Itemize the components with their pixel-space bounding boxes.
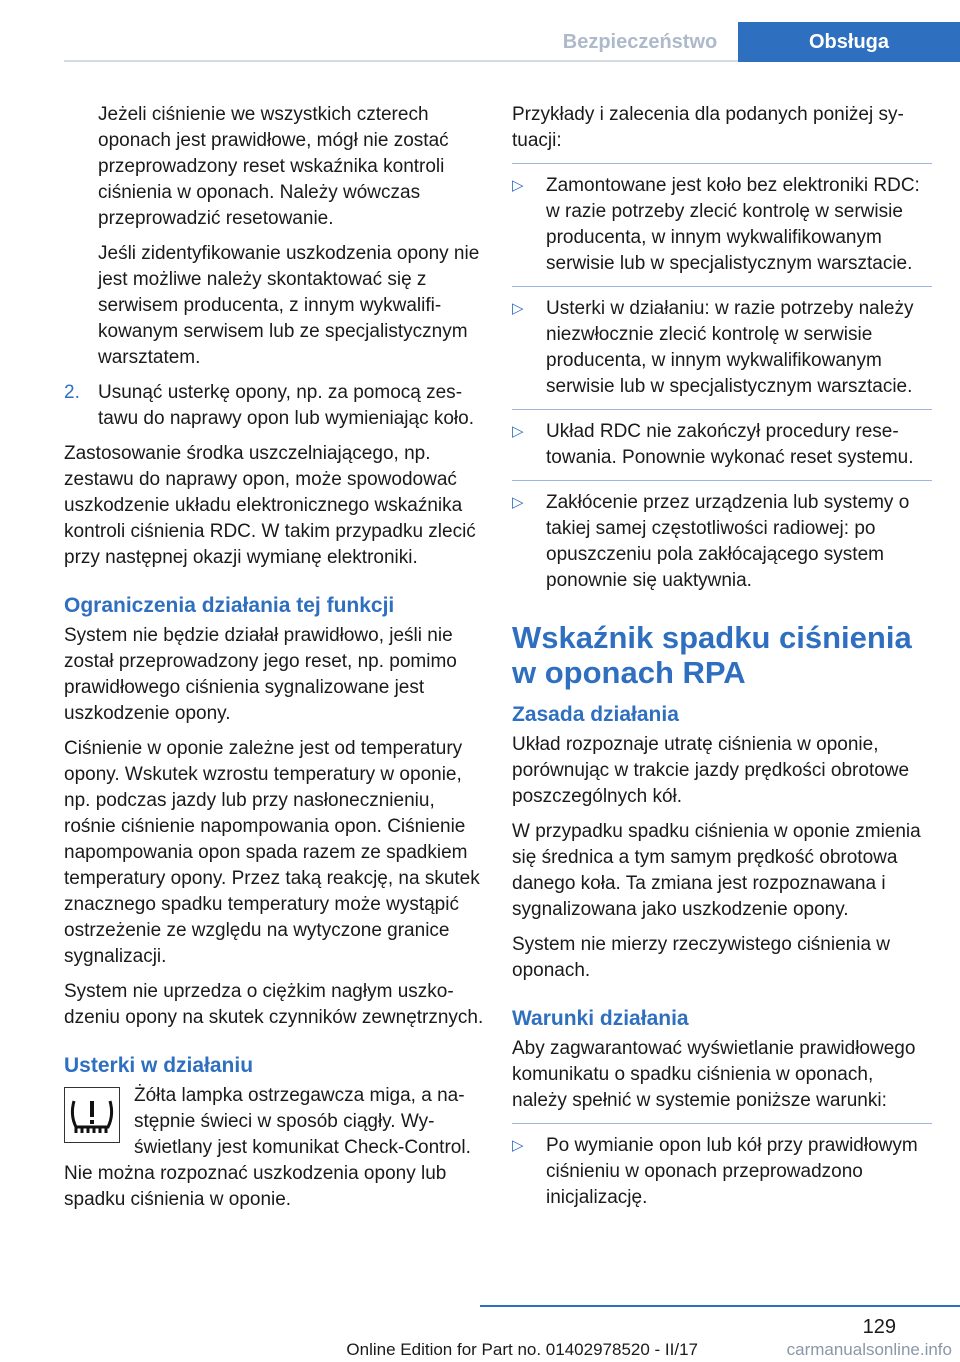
list-item [512,419,932,471]
paragraph: System nie mierzy rzeczywistego ciśnienia w oponach. [512,934,891,981]
section-heading-principle: Zasada działania [512,703,679,726]
section-heading-conditions: Warunki działania [512,1007,689,1030]
divider [512,480,932,481]
triangle-bullet-icon: ▷ [512,494,524,511]
right-column [512,102,932,1220]
warning-block [64,1083,484,1213]
paragraph: W przypadku spadku ciśnienia w oponie zmienia się średnica a tym samym prędkość obrotowa danego koła. Ta zmiana jest rozpoznawana i sygnalizowana jako uszkodzenie opony. [512,821,921,920]
triangle-bullet-icon: ▷ [512,1137,524,1154]
divider [512,1123,932,1124]
list-item-text: Usterki w działaniu: w razie potrzeby należy niezwłocznie zlecić kontrolę w serwisie producenta, w innym wykwalifikowanym serwisie lub w specjalistycznym warsztacie. [546,298,914,397]
list-item [512,490,932,594]
divider [512,286,932,287]
paragraph: Układ rozpoznaje utratę ciśnienia w oponie, porównując w trakcie jazdy prędkości obrotowe poszczególnych kół. [512,734,910,807]
step-text: Usunąć usterkę opony, np. za pomocą zestawu do naprawy opon lub wymieniając koło. [98,382,474,429]
step-2 [64,380,484,432]
paragraph: Ciśnienie w oponie zależne jest od temperatury opony. Wskutek wzrostu temperatury w oponie, np. podczas jazdy lub przy nasłonecznieniu, rośnie ciśnienie napompowania opon. Ciśnienie napompowania opon spada razem ze spadkiem temperatury opony. Przez taką reakcję, na skutek znacznego spadku temperatury może wystąpić ostrzeżenie ze względu na wytyczone granice sygnalizacji. [64,738,480,967]
paragraph: Jeśli zidentyfikowanie uszkodzenia opony nie jest możliwe należy skontaktować się z serwisem producenta, z innym wykwalifikowanym serwisem lub ze specjalistycznym warsztatem. [98,243,480,368]
triangle-bullet-icon: ▷ [512,177,524,194]
left-column [64,102,484,1222]
chapter-heading-rpa: Wskaźnik spadku ciśnienia w oponach RPA [512,620,912,690]
triangle-bullet-icon: ▷ [512,423,524,440]
paragraph: Zastosowanie środka uszczelniającego, np. zestawu do naprawy opon, może spowodować uszkodzenie układu elektronicznego wskaźnika kontroli ciśnienia RDC. W takim przypadku zlecić przy następnej okazji wymianę elektroniki. [64,443,476,568]
list-item [512,173,932,277]
section-heading-limits: Ograniczenia działania tej funkcji [64,594,395,617]
divider [512,163,932,164]
list-item-text: Zamontowane jest koło bez elektroniki RDC: w razie potrzeby zlecić kontrolę w serwisie producenta, w innym wykwalifikowanym serwisie lub w specjalistycznym warsztacie. [546,175,920,274]
footer-rule [480,1305,960,1307]
tire-pressure-warning-icon [64,1087,120,1143]
tab-safety[interactable]: Bezpieczeństwo [562,31,718,53]
list-item-text: Zakłócenie przez urządzenia lub systemy o takiej samej częstotliwości radiowej: po opuszczeniu pola zakłócającego system ponownie się uaktywnia. [546,492,910,591]
paragraph: System nie będzie działał prawidłowo, jeśli nie został przeprowadzony jego reset, np. pomimo prawidłowego ciśnienia sygnalizowane jest uszkodzenie opony. [64,625,457,724]
step-number: 2. [64,382,80,403]
edition-note: Online Edition for Part no. 01402978520 - II/17 [346,1340,698,1359]
watermark: carmanualsonline.info [786,1340,952,1359]
list-item-text: Po wymianie opon lub kół przy prawidłowym ciśnieniu w oponach przeprowadzono inicjalizację. [546,1135,918,1208]
divider [512,409,932,410]
paragraph: Aby zagwarantować wyświetlanie prawidłowego komunikatu o spadku ciśnienia w oponach, należy spełnić w systemie poniższe warunki: [512,1038,916,1111]
paragraph: Przykłady i zalecenia dla podanych poniżej sytuacji: [512,104,904,151]
list-item [512,296,932,400]
paragraph: System nie uprzedza o ciężkim nagłym uszkodzeniu opony na skutek czynników zewnętrznych. [64,981,484,1028]
page-number: 129 [862,1316,896,1338]
paragraph: Jeżeli ciśnienie we wszystkich czterech oponach jest prawidłowe, mógł nie zostać przeprowadzony reset wskaźnika kontroli ciśnienia w oponach. Należy wówczas przeprowadzić resetowanie. [98,104,449,229]
list-item-text: Układ RDC nie zakończył procedury resetowania. Ponownie wykonać reset systemu. [546,421,914,468]
tab-operation[interactable]: Obsługa [738,22,960,62]
section-heading-faults: Usterki w działaniu [64,1054,254,1077]
triangle-bullet-icon: ▷ [512,300,524,317]
list-item [512,1133,932,1211]
paragraph: Żółta lampka ostrzegawcza miga, a następnie świeci w sposób ciągły. Wyświetlany jest komunikat Check-Control. Nie można rozpoznać uszkodzenia opony lub spadku ciśnienia w oponie. [64,1085,471,1210]
